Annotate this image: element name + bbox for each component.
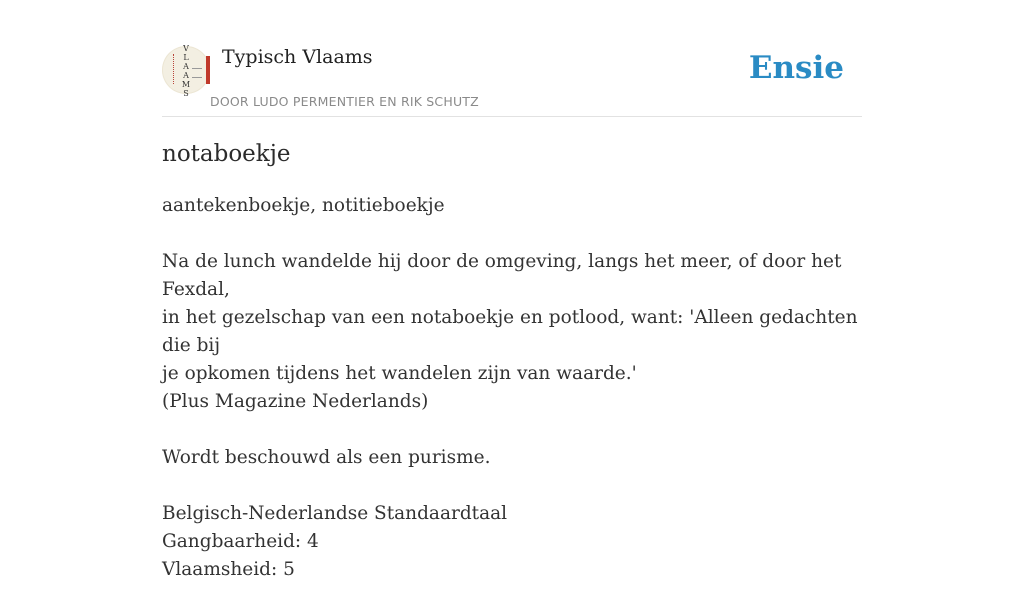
entry-metadata [162,500,862,584]
example-source: (Plus Magazine Nederlands) [162,391,429,412]
author-avatar[interactable] [162,44,210,98]
avatar-letters: V L A A M S [181,44,191,98]
example-line: Na de lunch wandelde hij door de omgeving, langs het meer, of door het Fexdal, [162,251,842,300]
entry-term: notaboekje [162,141,291,167]
entry-gangbaarheid: Gangbaarheid: 4 [162,531,319,552]
avatar-red-bar [206,56,210,84]
entry-content [162,140,862,612]
site-header [162,40,862,117]
entry-register: Belgisch-Nederlandse Standaardtaal [162,503,508,524]
example-line: je opkomen tijdens het wandelen zijn van waarde.' [162,363,637,384]
avatar-decoration [173,54,178,84]
entry-body [162,192,862,584]
entry-vlaamsheid: Vlaamsheid: 5 [162,559,295,580]
entry-synonyms: aantekenboekje, notitieboekje [162,195,445,216]
brand-logo-link[interactable]: Ensie [748,50,844,86]
avatar-text-lines [192,68,202,78]
dictionary-title[interactable]: Typisch Vlaams [222,46,373,68]
example-line: in het gezelschap van een notaboekje en potlood, want: 'Alleen gedachten die bij [162,307,858,356]
entry-note: Wordt beschouwd als een purisme. [162,447,491,468]
byline: DOOR LUDO PERMENTIER EN RIK SCHUTZ [210,94,479,109]
entry-example [162,248,862,416]
